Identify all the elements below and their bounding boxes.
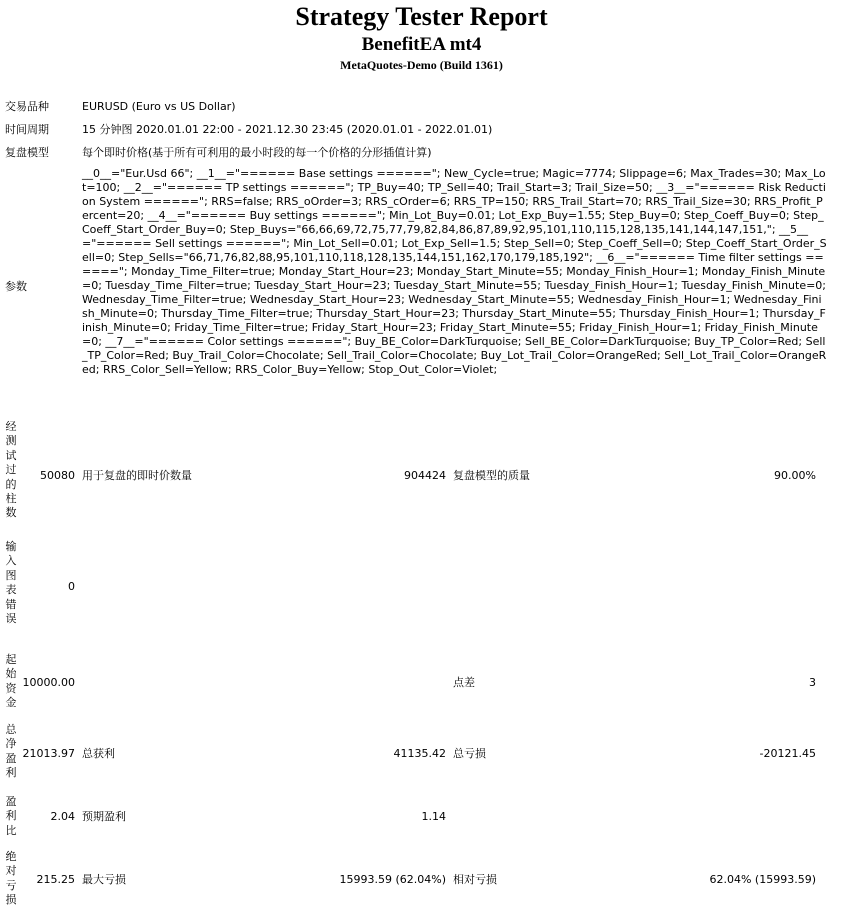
reldd-value: 62.04% (15993.59) [709, 873, 816, 886]
bars-value: 50080 [40, 469, 75, 482]
period-value: 15 分钟图 2020.01.01 22:00 - 2021.12.30 23:45 (2020.01.01 - 2022.01.01) [82, 123, 493, 136]
symbol-label: 交易品种 [5, 100, 49, 113]
params-label: 参数 [5, 280, 27, 293]
ticks-label: 用于复盘的即时价数量 [82, 469, 192, 482]
grossloss-label: 总亏损 [453, 747, 486, 760]
params-value: __0__="Eur.Usd 66"; __1__="====== Base settings ======"; New_Cycle=true; Magic=7774; Slippage=6; Max_Trades=30; Max_Lot=100; __2__="====== TP settings ======"; TP_Buy=40; TP_Sell=40; Trail_Start=3; Trail_Size=50; __3__="====== Risk Reduction System ======"; RRS=false; RRS_oOrder=3; RRS_cOrder=6; RRS_TP=150; RRS_Trail_Start=70; RRS_Trail_Size=30; RRS_Profit_Percent=20; __4__="====== Buy settings ======"; Min_Lot_Buy=0.01; Lot_Exp_Buy=1.55; Step_Buy=0; Step_Coeff_Buy=0; Step_Coeff_Start_Order_Buy=0; Step_Buys="66,66,69,72,75,77,79,82,84,86,87,89,92,95,101,110,115,128,135,141,144,147,151,"; __5__="====== Sell settings ======"; Min_Lot_Sell=0.01; Lot_Exp_Sell=1.5; Step_Sell=0; Step_Coeff_Sell=0; Step_Coeff_Start_Order_Sell=0; Step_Sells="66,71,76,82,88,95,101,110,118,128,135,144,151,162,170,179,185,192"; __6__="====== Time filter settings ======"; Monday_Time_Filter=true; Monday_Start_Hour=23; Monday_Start_Minute=55; Monday_Finish_Hour=1; Monday_Finish_Minute=0; Tuesday_Time_Filter=true; Tuesday_Start_Hour=23; Tuesday_Start_Minute=55; Tuesday_Finish_Hour=1; Tuesday_Finish_Minute=0; Wednesday_Time_Filter=true; Wednesday_Start_Hour=23; Wednesday_Start_Minute=55; Wednesday_Finish_Hour=1; Wednesday_Finish_Minute=0; Thursday_Time_Filter=true; Thursday_Start_Hour=23; Thursday_Start_Minute=55; Thursday_Finish_Hour=1; Thursday_Finish_Minute=0; Friday_Time_Filter=true; Friday_Start_Hour=23; Friday_Start_Minute=55; Friday_Finish_Hour=1; Friday_Finish_Minute=0; __7__="====== Color settings ======"; Buy_BE_Color=DarkTurquoise; Sell_BE_Color=DarkTurquoise; Buy_TP_Color=Red; Sell_TP_Color=Red; Buy_Trail_Color=Chocolate; Sell_Trail_Color=Chocolate; Buy_Lot_Trail_Color=OrangeRed; Sell_Lot_Trail_Color=OrangeRed; RRS_Color_Sell=Yellow; RRS_Color_Buy=Yellow; Stop_Out_Color=Violet; [82, 167, 827, 376]
pf-label: 盈利比 [5, 795, 17, 837]
quality-label: 复盘模型的质量 [453, 469, 530, 482]
ticks-value: 904424 [404, 469, 446, 482]
grossloss-value: -20121.45 [759, 747, 816, 760]
spread-label: 点差 [453, 676, 475, 689]
expected-label: 预期盈利 [82, 810, 126, 823]
deposit-value: 10000.00 [22, 676, 75, 689]
deposit-label: 起始资金 [5, 653, 17, 710]
errors-value: 0 [68, 580, 75, 593]
spread-value: 3 [809, 676, 816, 689]
errors-label: 输入图表错误 [5, 540, 17, 626]
ea-name: BenefitEA mt4 [361, 34, 482, 55]
model-label: 复盘模型 [5, 146, 49, 159]
expected-value: 1.14 [421, 810, 446, 823]
maxdd-label: 最大亏损 [82, 873, 126, 886]
report-title: Strategy Tester Report [295, 2, 548, 31]
absdd-label: 绝对亏损 [5, 850, 17, 907]
bars-label: 经测试过的柱数 [5, 420, 17, 520]
period-label: 时间周期 [5, 123, 49, 136]
symbol-value: EURUSD (Euro vs US Dollar) [82, 100, 236, 113]
maxdd-value: 15993.59 (62.04%) [339, 873, 446, 886]
netprofit-label: 总净盈利 [5, 723, 17, 780]
reldd-label: 相对亏损 [453, 873, 497, 886]
model-value: 每个即时价格(基于所有可利用的最小时段的每一个价格的分形插值计算) [82, 146, 432, 159]
grossprofit-label: 总获利 [82, 747, 115, 760]
pf-value: 2.04 [50, 810, 75, 823]
grossprofit-value: 41135.42 [393, 747, 446, 760]
netprofit-value: 21013.97 [22, 747, 75, 760]
server-build: MetaQuotes-Demo (Build 1361) [340, 58, 503, 72]
quality-value: 90.00% [774, 469, 816, 482]
absdd-value: 215.25 [36, 873, 75, 886]
